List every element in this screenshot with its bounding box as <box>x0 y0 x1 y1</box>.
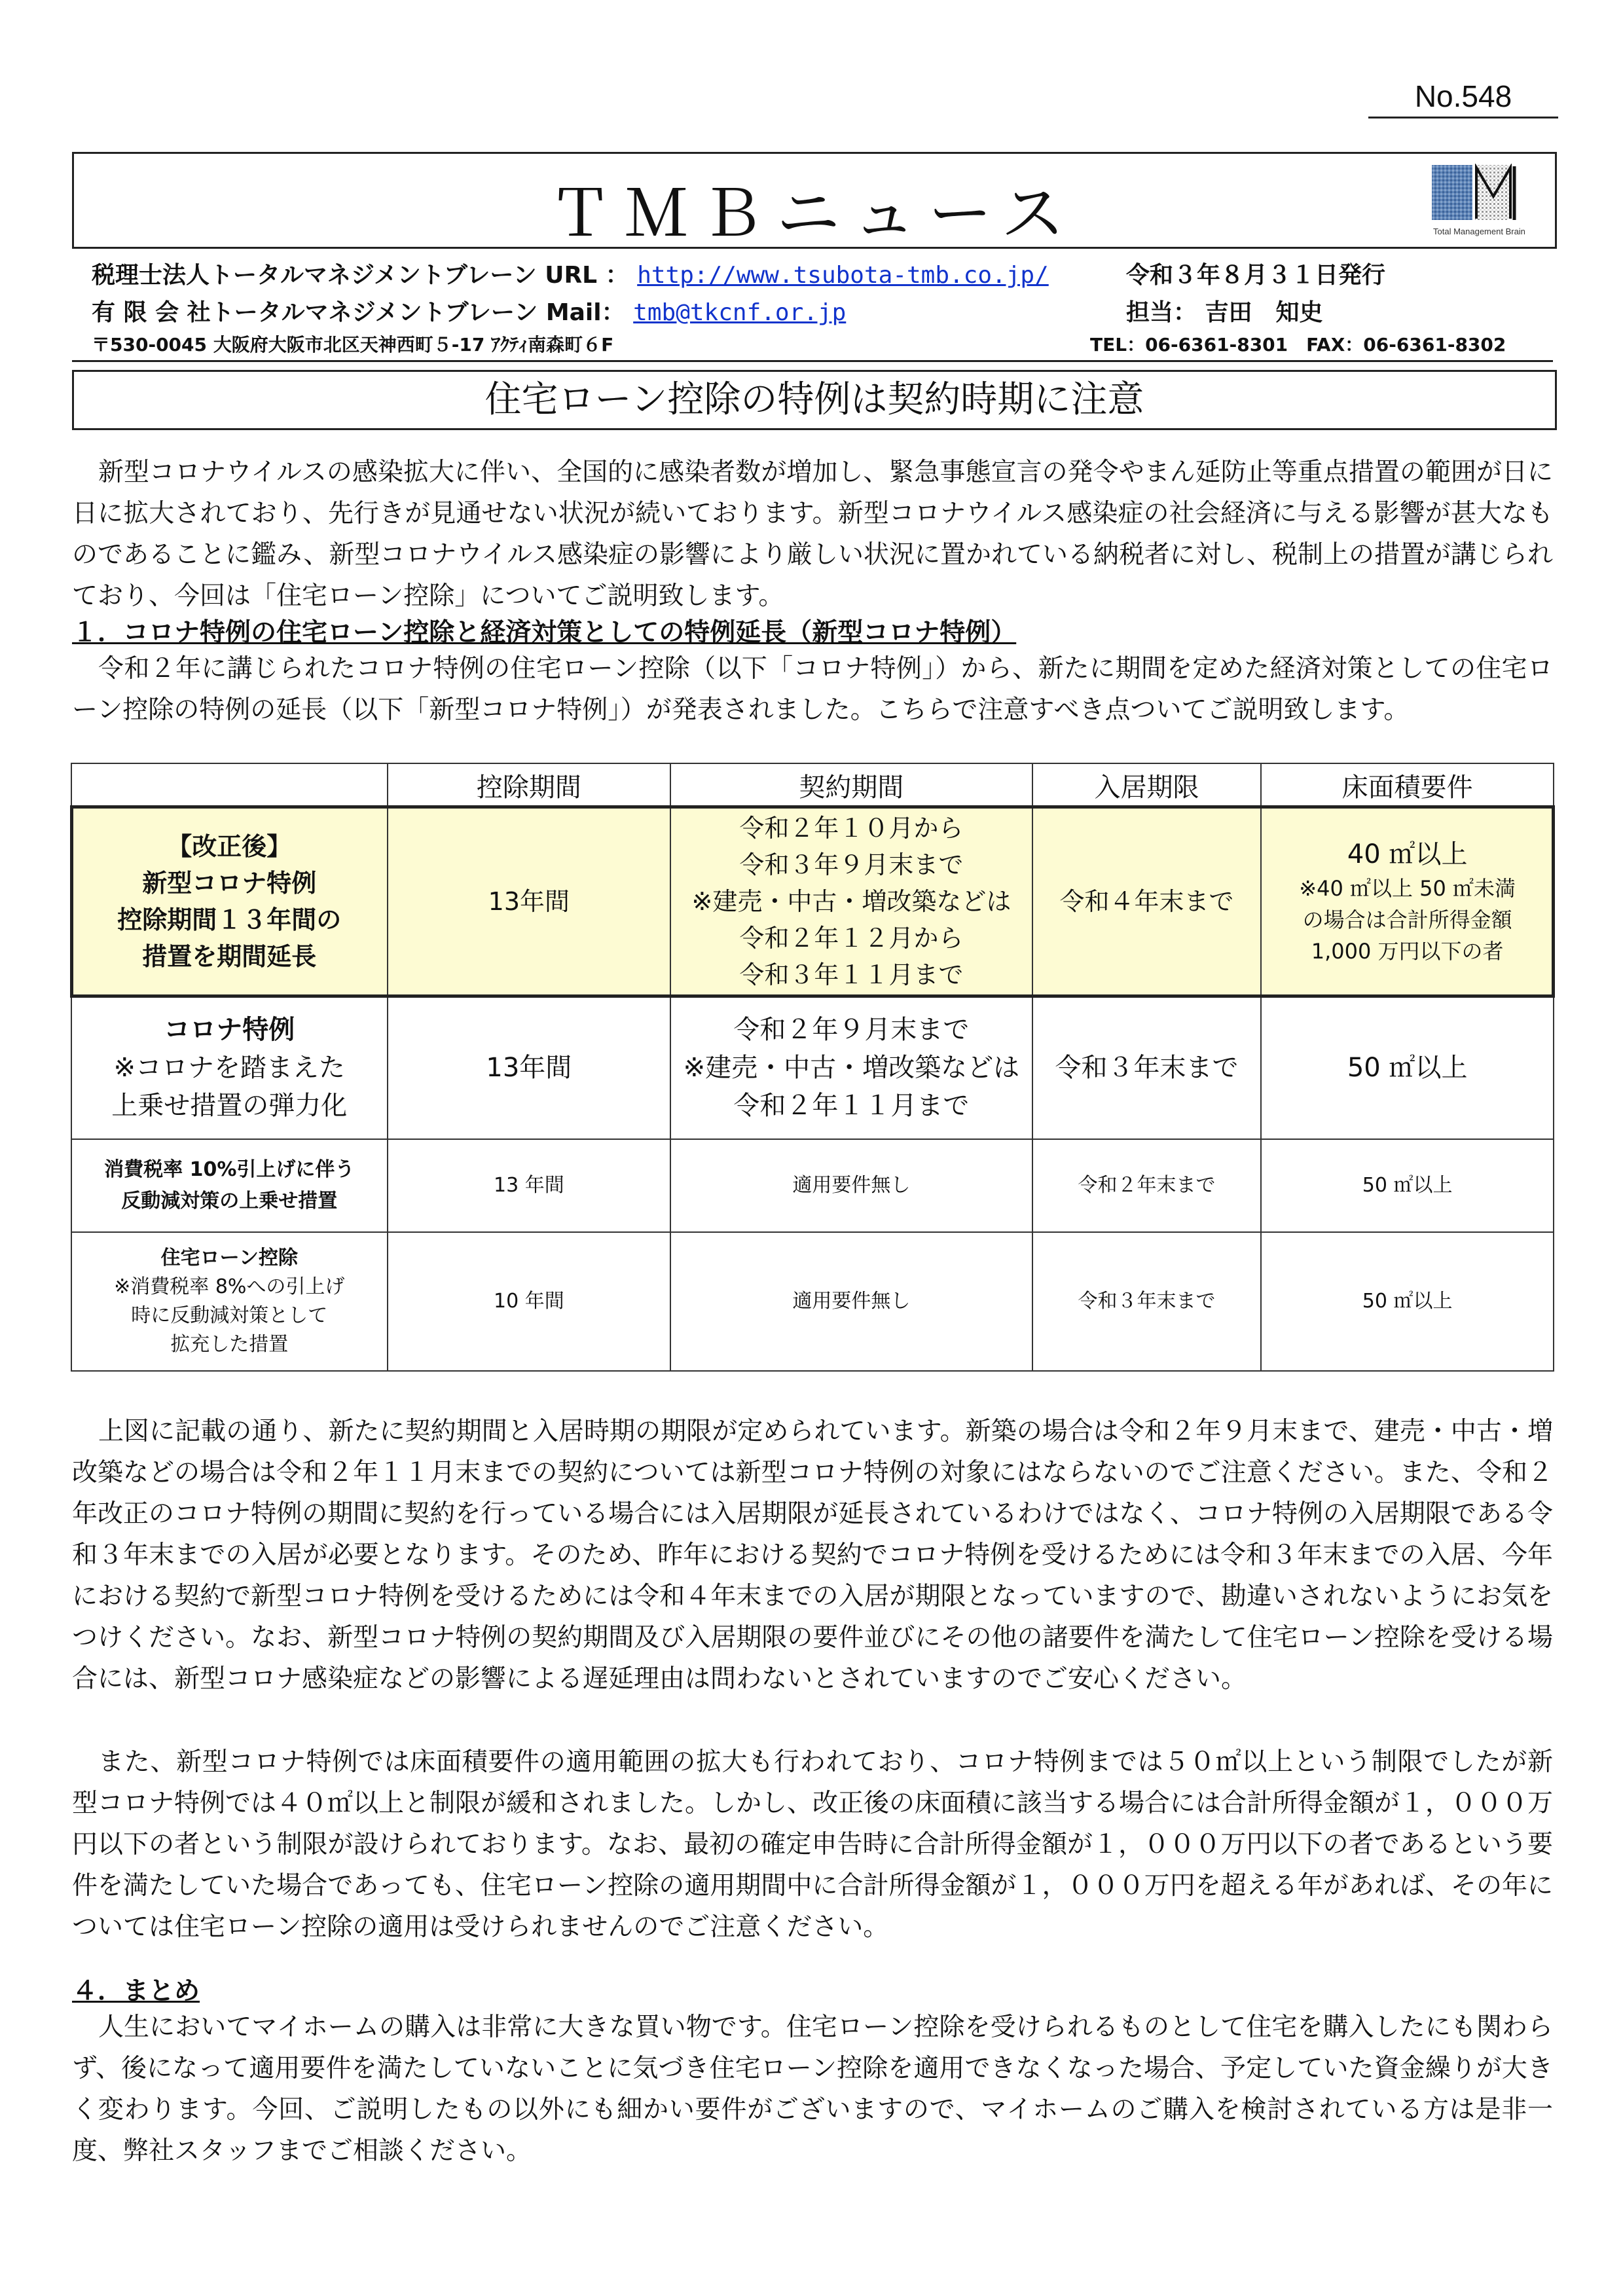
contract-period: 適用要件無し <box>670 1232 1032 1371</box>
company-name-1: 税理士法人トータルマネジメントブレーン URL ： <box>92 262 629 289</box>
table-header-cell: 控除期間 <box>388 763 671 807</box>
row-label-line: 時に反動減対策として <box>131 1304 328 1327</box>
row-label <box>71 1139 388 1232</box>
row-label-line: 拡充した措置 <box>170 1333 289 1356</box>
table-row <box>71 807 1554 996</box>
deduction-period: 13年間 <box>388 807 671 996</box>
floor-area-requirement: 50 ㎡以上 <box>1261 996 1554 1139</box>
row-label-line: 上乗せ措置の弾力化 <box>111 1091 348 1121</box>
area-note: 1,000 万円以下の者 <box>1311 939 1504 964</box>
row-label-line: コロナ特例 <box>164 1015 295 1045</box>
phone-fax: TEL：06-6361-8301 FAX：06-6361-8302 <box>1090 334 1506 355</box>
company-line-1 <box>92 257 1049 290</box>
deduction-period: 13年間 <box>388 996 671 1139</box>
contract-line: 令和２年１０月から <box>739 814 964 843</box>
company-logo <box>1431 164 1529 241</box>
area-note: ※40 ㎡以上 50 ㎡未満 <box>1299 876 1516 901</box>
explanation-paragraph-2: また、新型コロナ特例では床面積要件の適用範囲の拡大も行われており、コロナ特例までは５０㎡以上という制限でしたが新型コロナ特例では４０㎡以上と制限が緩和されました。しかし、改正後の床面積に該当する場合には合計所得金額が１，０００万円以下の者という制限が設けられております。なお、最初の確定申告時に合計所得金額が１，０００万円以下の者であるという要件を満たしていた場合であっても、住宅ローン控除の適用期間中に合計所得金額が１，０００万円を超える年があれば、その年については住宅ローン控除の適用は受けられませんのでご注意ください。 <box>72 1747 1554 1942</box>
row-label-line: ※消費税率 8%への引上げ <box>114 1275 345 1298</box>
section1-body: 令和２年に講じられたコロナ特例の住宅ローン控除（以下「コロナ特例」）から、新たに期間を定めた経済対策としての住宅ローン控除の特例の延長（以下「新型コロナ特例」）が発表されました。こちらで注意すべき点ついてご説明致します。 <box>72 654 1553 725</box>
company-url-link[interactable]: http://www.tsubota-tmb.co.jp/ <box>637 262 1049 289</box>
article-title: 住宅ローン控除の特例は契約時期に注意 <box>72 370 1557 430</box>
table-header-cell <box>71 763 388 807</box>
company-mail-link[interactable]: tmb@tkcnf.or.jp <box>633 299 847 326</box>
row-label-line: 措置を期間延長 <box>142 942 317 971</box>
move-in-deadline: 令和４年末まで <box>1032 807 1262 996</box>
move-in-deadline: 令和２年末まで <box>1032 1139 1262 1232</box>
section4-body: 人生においてマイホームの購入は非常に大きな買い物です。住宅ローン控除を受けられるものとして住宅を購入したにも関わらず、後になって適用要件を満たしていないことに気づき住宅ローン控除を適用できなくなった場合、予定していた資金繰りが大きく変わります。今回、ご説明したもの以外にも細かい要件がございますので、マイホームのご購入を検討されている方は是非一度、弊社スタッフまでご相談ください。 <box>72 2013 1553 2166</box>
issue-date: 令和３年８月３１日発行 <box>1126 262 1386 289</box>
comparison-table <box>71 763 1554 1372</box>
table-row <box>71 1232 1554 1371</box>
deduction-period: 13 年間 <box>388 1139 671 1232</box>
intro-paragraph: 新型コロナウイルスの感染拡大に伴い、全国的に感染者数が増加し、緊急事態宣言の発令やまん延防止等重点措置の範囲が日に日に拡大されており、先行きが見通せない状況が続いております。新型コロナウイルス感染症の社会経済に与える影響が甚大なものであることに鑑み、新型コロナウイルス感染症の影響により厳しい状況に置かれている納税者に対し、税制上の措置が講じられており、今回は「住宅ローン控除」についてご説明致します。 <box>72 458 1554 611</box>
contract-period <box>670 996 1032 1139</box>
area-note: の場合は合計所得金額 <box>1302 907 1512 932</box>
table-header-cell: 入居期限 <box>1032 763 1262 807</box>
contract-line: ※建売・中古・増改築などは <box>683 1053 1020 1083</box>
move-in-deadline: 令和３年末まで <box>1032 1232 1262 1371</box>
contract-line: 令和２年１１月まで <box>733 1091 970 1121</box>
company-name-2: 有 限 会 社トータルマネジメントブレーン Mail： <box>92 299 625 326</box>
row-label-line: 新型コロナ特例 <box>142 869 317 898</box>
area-main: 40 ㎡以上 <box>1347 839 1468 869</box>
contract-line: ※建売・中古・増改築などは <box>691 887 1012 916</box>
table-row <box>71 1139 1554 1232</box>
row-label-line: ※コロナを踏まえた <box>113 1053 346 1083</box>
issue-number: No.548 <box>1368 79 1558 118</box>
company-address: 〒530-0045 大阪府大阪市北区天神西町５-17 ｱｸﾃｨ南森町６F <box>92 334 614 355</box>
row-label-line: 消費税率 10%引上げに伴う <box>104 1158 355 1181</box>
contract-line: 令和２年９月末まで <box>733 1015 970 1045</box>
company-line-2 <box>92 294 846 327</box>
row-label-line: 反動減対策の上乗せ措置 <box>121 1190 338 1212</box>
table-header-row <box>71 763 1554 807</box>
floor-area-requirement <box>1261 807 1554 996</box>
table-header-cell: 床面積要件 <box>1261 763 1554 807</box>
row-label-line: 控除期間１３年間の <box>117 905 342 934</box>
person-in-charge: 担当： 吉田 知史 <box>1126 299 1323 326</box>
section4-heading: ４．まとめ <box>72 1976 200 2006</box>
masthead-title: ＴＭＢニュース <box>548 177 1077 251</box>
floor-area-requirement: 50 ㎡以上 <box>1261 1139 1554 1232</box>
contract-period <box>670 807 1032 996</box>
row-label-line: 住宅ローン控除 <box>160 1247 298 1269</box>
contract-line: 令和３年９月末まで <box>739 850 964 879</box>
logo-caption: Total Management Brain <box>1433 227 1525 236</box>
row-label <box>71 807 388 996</box>
explanation-paragraph-1: 上図に記載の通り、新たに契約期間と入居時期の期限が定められています。新築の場合は令和２年９月末まで、建売・中古・増改築などの場合は令和２年１１月末までの契約については新型コロナ特例の対象にはならないのでご注意ください。また、令和２年改正のコロナ特例の期間に契約を行っている場合には入居期限が延長されているわけではなく、コロナ特例の入居期限である令和３年末までの入居が必要となります。そのため、昨年における契約でコロナ特例を受けるためには令和３年末までの入居、今年における契約で新型コロナ特例を受けるためには令和４年末までの入居が期限となっていますので、勘違いされないようにお気をつけください。なお、新型コロナ特例の契約期間及び入居期限の要件並びにその他の諸要件を満たして住宅ローン控除を受ける場合には、新型コロナ感染症などの影響による遅延理由は問わないとされていますのでご安心ください。 <box>72 1417 1553 1694</box>
row-label <box>71 1232 388 1371</box>
table-row <box>71 996 1554 1139</box>
contract-period: 適用要件無し <box>670 1139 1032 1232</box>
table-header-cell: 契約期間 <box>670 763 1032 807</box>
row-label <box>71 996 388 1139</box>
contract-line: 令和３年１１月まで <box>739 960 964 989</box>
section1-heading: １．コロナ特例の住宅ローン控除と経済対策としての特例延長（新型コロナ特例） <box>72 617 1017 647</box>
contract-line: 令和２年１２月から <box>739 924 964 953</box>
row-label-line: 【改正後】 <box>167 832 292 861</box>
deduction-period: 10 年間 <box>388 1232 671 1371</box>
floor-area-requirement: 50 ㎡以上 <box>1261 1232 1554 1371</box>
header-divider <box>72 360 1553 362</box>
move-in-deadline: 令和３年末まで <box>1032 996 1262 1139</box>
